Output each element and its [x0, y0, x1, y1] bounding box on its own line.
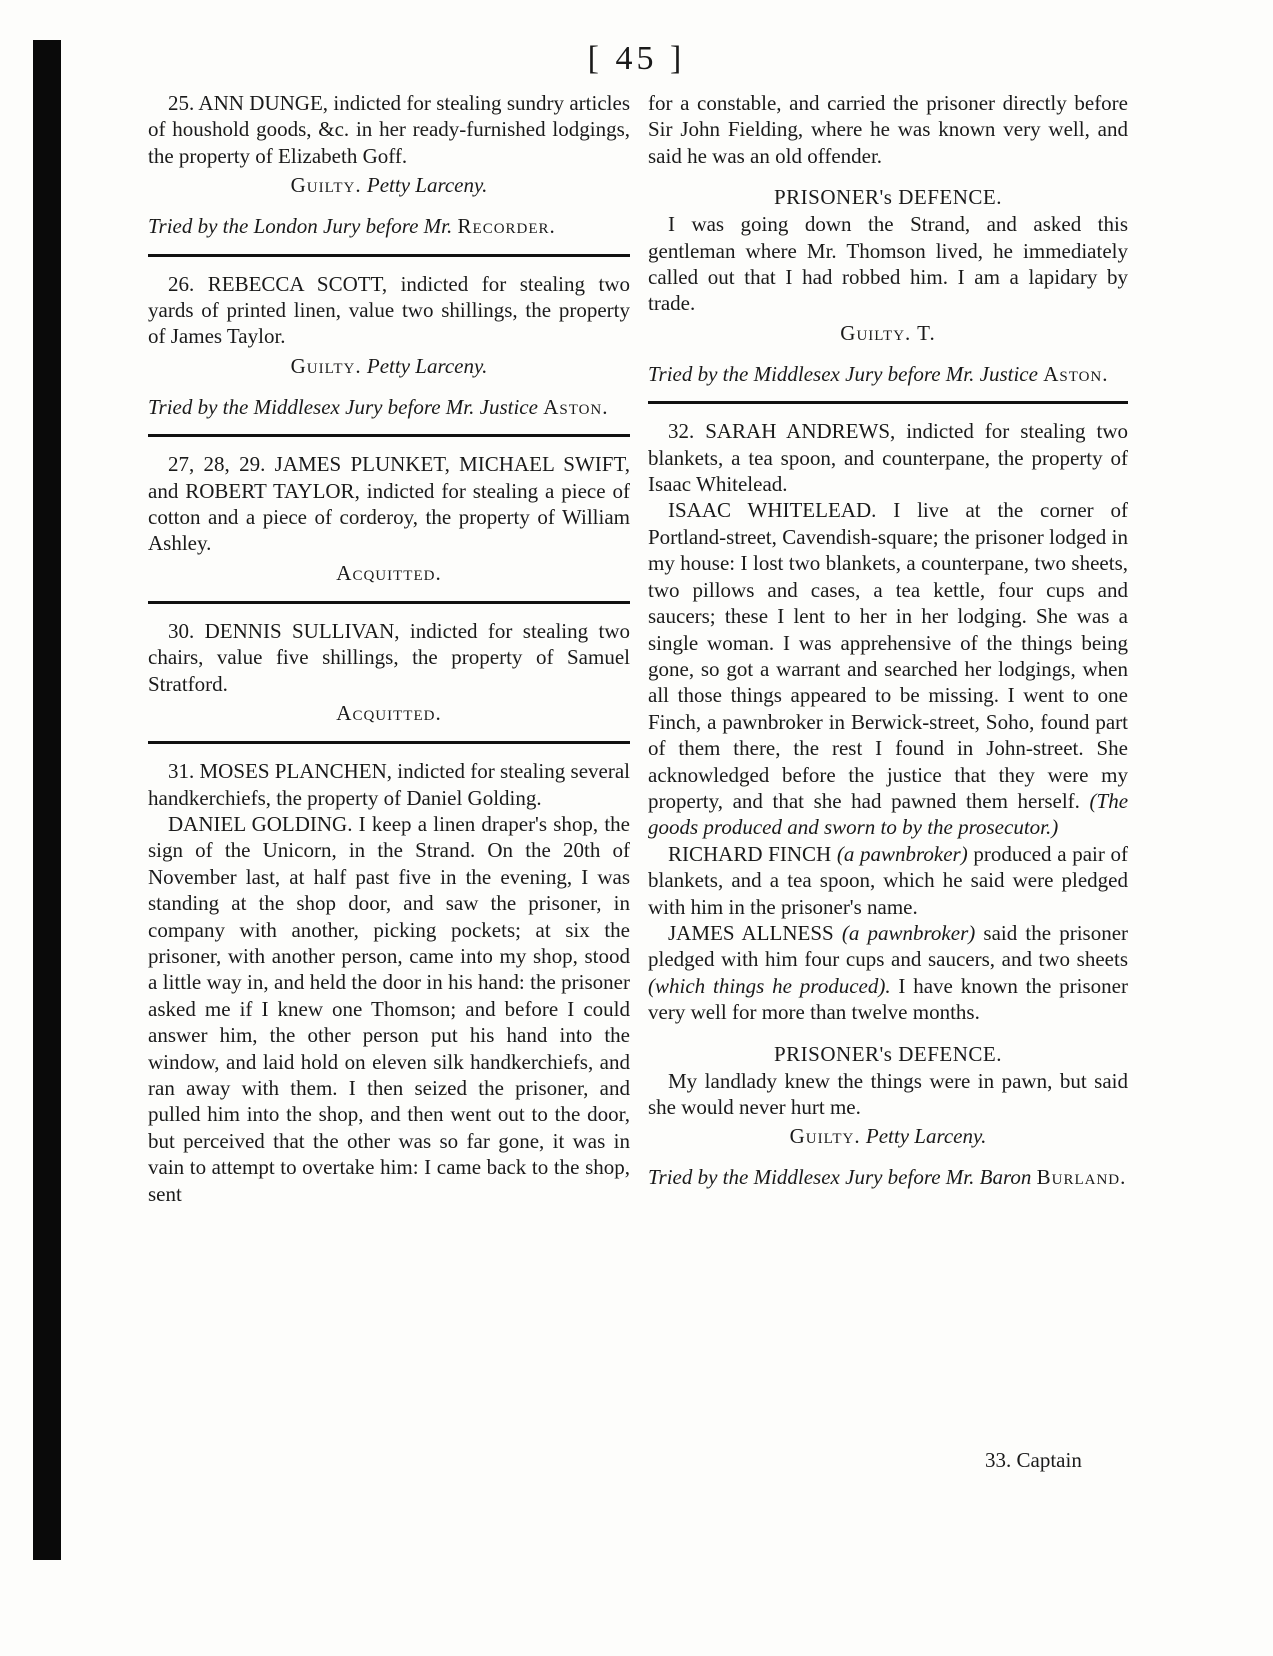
tried-text: Tried by the Middlesex Jury before Mr. Baron	[648, 1165, 1032, 1190]
tried-text: Tried by the Middlesex Jury before Mr. Justice	[648, 361, 1038, 386]
case-25-tried	[148, 213, 630, 239]
tried-text: Tried by the London Jury before Mr.	[148, 214, 453, 239]
case-32-defence: My landlady knew the things were in pawn, but said she would never hurt me.	[648, 1068, 1128, 1119]
case-32-testimony-whitelead	[648, 497, 1128, 840]
prisoner-defence-heading: PRISONER's DEFENCE.	[774, 185, 1002, 210]
case-31-continued: for a constable, and carried the prisoner directly before Sir John Fielding, where he was known very well, and said he was an old offender.	[648, 91, 1128, 168]
testimony-note: (The goods produced and sworn to by the prosecutor.)	[648, 788, 1129, 840]
verdict-label: Guilty.	[290, 353, 362, 378]
case-26-text: 26. REBECCA SCOTT, indicted for stealing two yards of printed linen, value two shillings, the property of James Taylor.	[148, 271, 630, 349]
judge-name: Aston.	[1043, 361, 1109, 386]
case-32-verdict	[648, 1122, 1128, 1150]
right-column	[648, 90, 1128, 1191]
case-26-tried	[148, 394, 630, 420]
tried-text: Tried by the Middlesex Jury before Mr. Justice	[148, 394, 538, 419]
case-31-verdict: Guilty. T.	[840, 320, 936, 345]
catchword: 33. Captain	[985, 1448, 1082, 1472]
verdict-label: Guilty.	[789, 1124, 861, 1149]
testimony-text: ISAAC WHITELEAD. I live at the corner of Portland-street, Cavendish-square; the prisoner lodged in my house: I lost two blankets, a counterpane, two sheets, two pillows and cases, a tea kettle, four cups and saucers; these I lent to her in her lodging. She was a single woman. I was apprehensive of the things being gone, so got a warrant and searched her lodgings, when all those things appeared to be missing. I went to one Finch, a pawnbroker in Berwick-street, Soho, found part of them there, the rest I found in John-street. She acknowledged before the justice that they were my property, and that she had pawned them herself.	[648, 498, 1128, 813]
case-31-testimony: DANIEL GOLDING. I keep a linen draper's shop, the sign of the Unicorn, in the Strand. On the 20th of November last, at half past five in the evening, I was standing at the shop door, and saw the prisoner, in company with another, picking pockets; at six the prisoner, with another person, came into my shop, stood a little way in, and held the door in his hand: the prisoner asked me if I knew one Thomson; and before I could answer him, the other person put his hand into the window, and laid hold on eleven silk handkerchiefs, and ran away with them. I then seized the prisoner, and pulled him into the shop, and then went out to the door, but perceived that the other was so far gone, it was in vain to attempt to overtake him: I came back to the shop, sent	[148, 811, 630, 1206]
sentence-label: Petty Larceny.	[865, 1124, 987, 1149]
case-31-tried	[648, 361, 1128, 387]
case-31-defence: I was going down the Strand, and asked this gentleman where Mr. Thomson lived, he immediately called out that I had robbed him. I am a lapidary by trade.	[648, 212, 1128, 316]
witness-role: (a pawnbroker)	[841, 920, 976, 945]
case-32-tried	[648, 1164, 1128, 1190]
case-26-verdict	[148, 352, 630, 380]
case-25-verdict	[148, 171, 630, 199]
case-25-text: 25. ANN DUNGE, indicted for stealing sundry articles of houshold goods, &c. in her ready-furnished lodgings, the property of Elizabeth Goff.	[148, 91, 630, 168]
case-27-text: 27, 28, 29. JAMES PLUNKET, MICHAEL SWIFT, and ROBERT TAYLOR, indicted for stealing a piece of cotton and a piece of corderoy, the property of William Ashley.	[148, 452, 630, 556]
left-column	[148, 90, 630, 1207]
case-30-verdict: Acquitted.	[336, 701, 442, 726]
case-30-text: 30. DENNIS SULLIVAN, indicted for stealing two chairs, value five shillings, the property of Samuel Stratford.	[148, 618, 630, 696]
prisoner-defence-heading: PRISONER's DEFENCE.	[774, 1041, 1002, 1066]
judge-name: Aston.	[543, 394, 609, 419]
judge-name: Burland.	[1036, 1165, 1127, 1190]
testimony-text: said the prisoner pledged with him four cups and saucers, and two sheets	[648, 920, 1129, 972]
case-32-testimony-finch	[648, 841, 1128, 920]
case-31-text: 31. MOSES PLANCHEN, indicted for stealing several handkerchiefs, the property of Daniel Golding.	[148, 759, 630, 810]
case-32-text: 32. SARAH ANDREWS, indicted for stealing two blankets, a tea spoon, and counterpane, the property of Isaac Whitelead.	[648, 419, 1128, 497]
case-32-testimony-allness	[648, 920, 1128, 1026]
judge-name: Recorder.	[457, 214, 556, 239]
binding-edge	[33, 40, 61, 1560]
verdict-label: Guilty.	[290, 173, 362, 198]
sentence-label: Petty Larceny.	[366, 353, 488, 378]
testimony-text: produced a pair of blankets, and a tea spoon, which he said were pledged with him in the prisoner's name.	[648, 841, 1128, 919]
witness-role: (a pawnbroker)	[836, 841, 968, 866]
witness-name: JAMES ALLNESS	[668, 920, 834, 945]
witness-name: RICHARD FINCH	[668, 841, 832, 866]
testimony-text: I have known the prisoner very well for more than twelve months.	[648, 973, 1128, 1025]
testimony-note: (which things he produced).	[648, 973, 891, 998]
page-number: [ 45 ]	[587, 40, 686, 77]
sentence-label: Petty Larceny.	[366, 173, 488, 198]
case-27-verdict: Acquitted.	[336, 560, 442, 585]
